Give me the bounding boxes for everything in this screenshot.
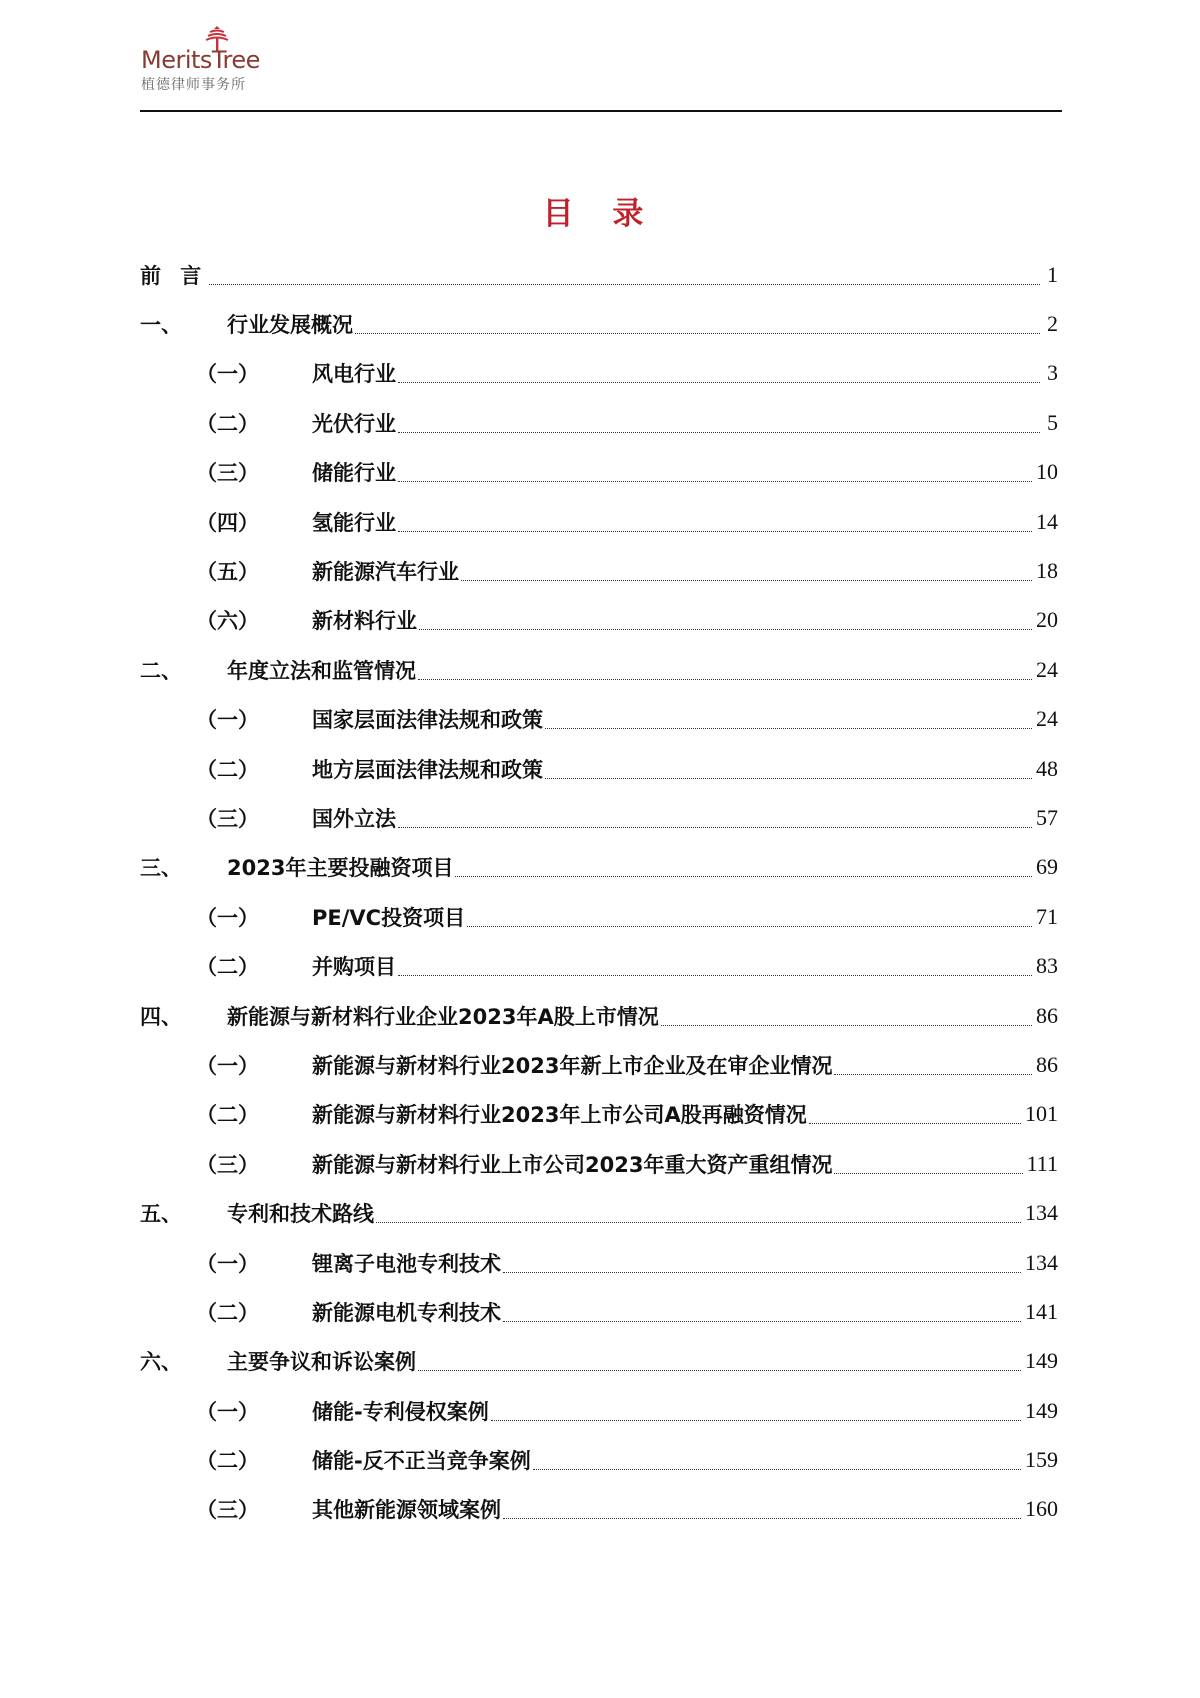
dot-leader bbox=[455, 875, 1032, 877]
dot-leader bbox=[398, 381, 1040, 383]
toc-entry[interactable] bbox=[140, 1040, 1058, 1089]
dot-leader bbox=[461, 579, 1032, 581]
dot-leader bbox=[398, 480, 1032, 482]
toc-entry-page[interactable]: 3 bbox=[1047, 360, 1058, 386]
toc-entry-number: 一、 bbox=[140, 313, 182, 338]
dot-leader bbox=[533, 1468, 1021, 1470]
toc-entry[interactable] bbox=[140, 398, 1058, 447]
toc-entry-page[interactable]: 24 bbox=[1036, 656, 1058, 682]
toc-entry-title[interactable]: 新能源与新材料行业企业2023年A股上市情况 bbox=[227, 1004, 659, 1029]
toc-entry[interactable] bbox=[140, 1139, 1058, 1188]
logo-chinese: 植德律师事务所 bbox=[141, 77, 246, 93]
dot-leader bbox=[834, 1073, 1032, 1075]
toc-entry[interactable] bbox=[140, 695, 1058, 744]
toc-entry-number: （一） bbox=[196, 708, 259, 733]
toc-entry-number: （二） bbox=[196, 411, 259, 436]
toc-entry-title[interactable]: 地方层面法律法规和政策 bbox=[312, 757, 543, 782]
toc-entry[interactable] bbox=[140, 843, 1058, 892]
toc-entry[interactable] bbox=[140, 299, 1058, 348]
toc-entry-page[interactable]: 5 bbox=[1047, 409, 1058, 435]
toc-entry[interactable] bbox=[140, 941, 1058, 990]
toc-entry-title[interactable]: 年度立法和监管情况 bbox=[227, 658, 416, 683]
dot-leader bbox=[418, 1369, 1021, 1371]
toc-entry-page[interactable]: 48 bbox=[1036, 755, 1058, 781]
toc-entry-page[interactable]: 86 bbox=[1036, 1051, 1058, 1077]
toc-entry-title[interactable]: 主要争议和诉讼案例 bbox=[227, 1350, 416, 1375]
toc-entry[interactable] bbox=[140, 497, 1058, 546]
toc-entry[interactable] bbox=[140, 546, 1058, 595]
toc-entry[interactable] bbox=[140, 1435, 1058, 1484]
toc-entry[interactable] bbox=[140, 448, 1058, 497]
toc-entry[interactable] bbox=[140, 596, 1058, 645]
toc-entry-number: （二） bbox=[196, 1300, 259, 1325]
dot-leader bbox=[398, 431, 1040, 433]
toc-entry-number: （一） bbox=[196, 1053, 259, 1078]
toc-entry-page[interactable]: 1 bbox=[1047, 261, 1058, 287]
header-divider bbox=[140, 110, 1062, 112]
toc-entry-page[interactable]: 83 bbox=[1036, 953, 1058, 979]
toc-entry-page[interactable]: 71 bbox=[1036, 903, 1058, 929]
toc-entry-number: 四、 bbox=[140, 1004, 182, 1029]
toc-entry[interactable] bbox=[140, 793, 1058, 842]
toc-entry[interactable] bbox=[140, 991, 1058, 1040]
toc-entry-number: （五） bbox=[196, 560, 259, 585]
toc-entry-number: 三、 bbox=[140, 856, 182, 881]
toc-entry-page[interactable]: 149 bbox=[1025, 1348, 1058, 1374]
dot-leader bbox=[398, 974, 1032, 976]
toc-entry-number: （二） bbox=[196, 757, 259, 782]
toc-entry-title[interactable]: PE/VC投资项目 bbox=[312, 905, 466, 930]
toc-entry-page[interactable]: 101 bbox=[1025, 1101, 1058, 1127]
toc-entry[interactable] bbox=[140, 1188, 1058, 1237]
toc-entry-number: （三） bbox=[196, 806, 259, 831]
toc-entry-number: （一） bbox=[196, 1251, 259, 1276]
toc-entry-title[interactable]: 锂离子电池专利技术 bbox=[312, 1251, 501, 1276]
logo-english: MeritsTree bbox=[141, 46, 260, 74]
dot-leader bbox=[503, 1517, 1021, 1519]
toc-entry-page[interactable]: 86 bbox=[1036, 1002, 1058, 1028]
toc-entry-number: （一） bbox=[196, 905, 259, 930]
toc-entry-number: （三） bbox=[196, 1498, 259, 1523]
toc-entry-number: （一） bbox=[196, 1399, 259, 1424]
toc-entry[interactable] bbox=[140, 1238, 1058, 1287]
toc-entry[interactable] bbox=[140, 250, 1058, 299]
toc-entry-number: 五、 bbox=[140, 1202, 182, 1227]
toc-entry-number: （一） bbox=[196, 362, 259, 387]
toc-entry-page[interactable]: 2 bbox=[1047, 311, 1058, 337]
toc-entry-title[interactable]: 新材料行业 bbox=[312, 609, 417, 634]
dot-leader bbox=[419, 628, 1032, 630]
toc-entry-title[interactable]: 新能源电机专利技术 bbox=[312, 1300, 501, 1325]
toc-entry-title[interactable]: 前 言 bbox=[140, 263, 208, 288]
toc-entry-number: （二） bbox=[196, 1449, 259, 1474]
toc-entry-page[interactable]: 20 bbox=[1036, 607, 1058, 633]
toc-entry-number: 二、 bbox=[140, 658, 182, 683]
toc-entry-page[interactable]: 10 bbox=[1036, 459, 1058, 485]
toc-entry-page[interactable]: 159 bbox=[1025, 1447, 1058, 1473]
toc-entry-number: （三） bbox=[196, 461, 259, 486]
toc-entry-page[interactable]: 24 bbox=[1036, 706, 1058, 732]
toc-entry-title[interactable]: 氢能行业 bbox=[312, 510, 396, 535]
dot-leader bbox=[398, 530, 1032, 532]
toc-entry-page[interactable]: 69 bbox=[1036, 854, 1058, 880]
toc-entry-page[interactable]: 149 bbox=[1025, 1397, 1058, 1423]
dot-leader bbox=[355, 332, 1040, 334]
toc-entry-title[interactable]: 国外立法 bbox=[312, 806, 396, 831]
dot-leader bbox=[834, 1172, 1022, 1174]
toc-entry[interactable] bbox=[140, 1386, 1058, 1435]
dot-leader bbox=[491, 1419, 1021, 1421]
company-logo bbox=[141, 26, 271, 96]
toc-entry-number: （三） bbox=[196, 1152, 259, 1177]
toc-entry[interactable] bbox=[140, 744, 1058, 793]
toc-entry-title[interactable]: 光伏行业 bbox=[312, 411, 396, 436]
toc-entry-page[interactable]: 18 bbox=[1036, 558, 1058, 584]
toc-entry-title[interactable]: 2023年主要投融资项目 bbox=[227, 856, 454, 881]
toc-entry[interactable] bbox=[140, 1485, 1058, 1534]
dot-leader bbox=[467, 925, 1032, 927]
toc-entry-title[interactable]: 储能行业 bbox=[312, 461, 396, 486]
toc-entry-page[interactable]: 160 bbox=[1025, 1496, 1058, 1522]
dot-leader bbox=[418, 678, 1032, 680]
dot-leader bbox=[209, 283, 1040, 285]
dot-leader bbox=[545, 727, 1032, 729]
toc-entry-number: （二） bbox=[196, 1103, 259, 1128]
toc-entry-page[interactable]: 134 bbox=[1025, 1249, 1058, 1275]
page-title: 目 录 bbox=[542, 196, 658, 232]
toc-entry-title[interactable]: 风电行业 bbox=[312, 362, 396, 387]
dot-leader bbox=[809, 1122, 1021, 1124]
toc-entry-number: （六） bbox=[196, 609, 259, 634]
toc-entry-title[interactable]: 新能源与新材料行业2023年新上市企业及在审企业情况 bbox=[312, 1053, 833, 1078]
toc-entry-page[interactable]: 111 bbox=[1026, 1150, 1058, 1176]
toc-entry-page[interactable]: 134 bbox=[1025, 1200, 1058, 1226]
table-of-contents bbox=[140, 250, 1058, 1534]
toc-entry-title[interactable]: 行业发展概况 bbox=[227, 313, 353, 338]
toc-entry[interactable] bbox=[140, 1337, 1058, 1386]
toc-entry-page[interactable]: 141 bbox=[1025, 1298, 1058, 1324]
dot-leader bbox=[503, 1320, 1021, 1322]
toc-entry[interactable] bbox=[140, 645, 1058, 694]
toc-entry-title[interactable]: 国家层面法律法规和政策 bbox=[312, 708, 543, 733]
dot-leader bbox=[398, 826, 1032, 828]
toc-entry-title[interactable]: 新能源与新材料行业上市公司2023年重大资产重组情况 bbox=[312, 1152, 833, 1177]
toc-entry-title[interactable]: 储能-反不正当竞争案例 bbox=[312, 1449, 531, 1474]
toc-entry-title[interactable]: 其他新能源领域案例 bbox=[312, 1498, 501, 1523]
toc-entry-title[interactable]: 新能源汽车行业 bbox=[312, 560, 459, 585]
toc-entry-number: （四） bbox=[196, 510, 259, 535]
toc-entry-page[interactable]: 57 bbox=[1036, 804, 1058, 830]
toc-entry[interactable] bbox=[140, 1287, 1058, 1336]
dot-leader bbox=[503, 1271, 1021, 1273]
toc-entry[interactable] bbox=[140, 892, 1058, 941]
dot-leader bbox=[545, 777, 1032, 779]
toc-entry-number: 六、 bbox=[140, 1350, 182, 1375]
toc-entry[interactable] bbox=[140, 1090, 1058, 1139]
toc-entry-title[interactable]: 并购项目 bbox=[312, 955, 396, 980]
toc-entry-title[interactable]: 新能源与新材料行业2023年上市公司A股再融资情况 bbox=[312, 1103, 807, 1128]
toc-entry-title[interactable]: 专利和技术路线 bbox=[227, 1202, 374, 1227]
dot-leader bbox=[376, 1221, 1021, 1223]
toc-entry-title[interactable]: 储能-专利侵权案例 bbox=[312, 1399, 489, 1424]
toc-entry-page[interactable]: 14 bbox=[1036, 508, 1058, 534]
dot-leader bbox=[661, 1024, 1032, 1026]
toc-entry-number: （二） bbox=[196, 955, 259, 980]
toc-entry[interactable] bbox=[140, 349, 1058, 398]
